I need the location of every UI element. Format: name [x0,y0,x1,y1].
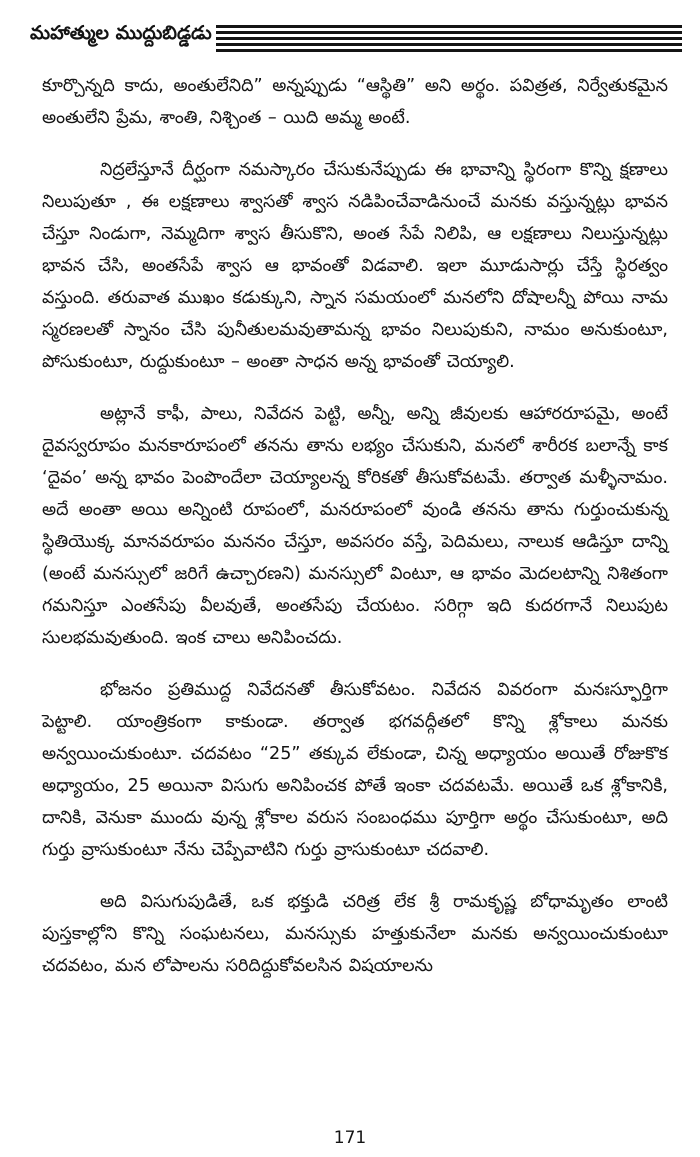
paragraph: భోజనం ప్రతిముద్ద నివేదనతో తీసుకోవటం. నివేదన వివరంగా మనఃస్ఫూర్తిగా పెట్టాలి. యాంత్రికంగా కాకుండా. తర్వాత భగవద్గీతలో కొన్ని శ్లోకాలు మనకు అన్వయించుకుంటూ. చదవటం “25” తక్కువ లేకుండా, చిన్న అధ్యాయం అయితే రోజుకొక అధ్యాయం, 25 అయినా విసుగు అనిపించక పోతే ఇంకా చదవటమే. అయితే ఒక శ్లోకానికి, దానికి, వెనుకా ముందు వున్న శ్లోకాల వరుస సంబంధము పూర్తిగా అర్థం చేసుకుంటూ, అది గుర్తు వ్రాసుకుంటూ నేను చెప్పేవాటిని గుర్తు వ్రాసుకుంటూ చదవాలి. [42,680,668,860]
book-title: మహాత్ముల ముద్దుబిడ్డడు [30,22,212,44]
header-rule [216,25,682,28]
header-rule [216,37,682,40]
page-number: 171 [333,1128,367,1148]
paragraph-continued: కూర్చొన్నది కాదు, అంతులేనిది” అన్నప్పుడు “ఆస్థితి” అని అర్థం. పవిత్రత, నిర్వేతుకమైన అంతులేని ప్రేమ, శాంతి, నిశ్చింత – యిది అమ్మ అంటే. [42,76,668,128]
paragraph: అది విసుగుపుడితే, ఒక భక్తుడి చరిత్ర లేక శ్రీ రామకృష్ణ బోధామృతం లాంటి పుస్తకాల్లోని కొన్ని సంఘటనలు, మనస్సుకు హత్తుకునేలా మనకు అన్వయించుకుంటూ చదవటం, మన లోపాలను సరిదిద్దుకోవలసిన విషయాలను [42,892,668,976]
page-body [42,70,668,1002]
header-rule [216,31,682,34]
running-header [30,22,682,56]
header-rule-lines [216,25,682,55]
paragraph: నిద్రలేస్తూనే దీర్ఘంగా నమస్కారం చేసుకునేప్పుడు ఈ భావాన్ని స్థిరంగా కొన్ని క్షణాలు నిలుపుతూ , ఈ లక్షణాలు శ్వాసతో శ్వాస నడిపించేవాడినుంచే మనకు వస్తున్నట్లు భావన చేస్తూ నిండుగా, నెమ్మదిగా శ్వాస తీసుకొని, అంత సేపే నిలిపి, ఆ లక్షణాలు నిలుస్తున్నట్లు భావన చేసి, అంతసేపే శ్వాస ఆ భావంతో విడవాలి. ఇలా మూడుసార్లు చేస్తే స్థిరత్వం వస్తుంది. తరువాత ముఖం కడుక్కుని, స్నాన సమయంలో మనలోని దోషాలన్నీ పోయి నామ స్మరణలతో స్నానం చేసి పునీతులమవుతామన్న భావం నిలుపుకుని, నామం అనుకుంటూ, పోసుకుంటూ, రుద్దుకుంటూ – అంతా సాధన అన్న భావంతో చెయ్యాలి. [42,160,668,372]
header-rule [216,49,682,52]
header-rule [216,43,682,46]
paragraph: అట్లానే కాఫీ, పాలు, నివేదన పెట్టి, అన్నీ, అన్ని జీవులకు ఆహారరూపమై, అంటే దైవస్వరూపం మనకారూపంలో తనను తాను లభ్యం చేసుకుని, మనలో శారీరక బలాన్నే కాక ‘దైవం’ అన్న భావం పెంపొందేలా చెయ్యాలన్న కోరికతో తీసుకోవటమే. తర్వాత మళ్ళీనామం. అదే అంతా అయి అన్నింటి రూపంలో, మనరూపంలో వుండి తనను తాను గుర్తుంచుకున్న స్థితియొక్క మానవరూపం మననం చేస్తూ, అవసరం వస్తే, పెదిమలు, నాలుక ఆడిస్తూ దాన్ని (అంటే మనస్సులో జరిగే ఉచ్చారణని) మనస్సులో వింటూ, ఆ భావం మెదలటాన్ని నిశితంగా గమనిస్తూ ఎంతసేపు వీలవుతే, అంతసేపు చేయటం. సరిగ్గా ఇది కుదరగానే నిలుపుట సులభమవుతుంది. ఇంక చాలు అనిపించదు. [42,404,668,648]
